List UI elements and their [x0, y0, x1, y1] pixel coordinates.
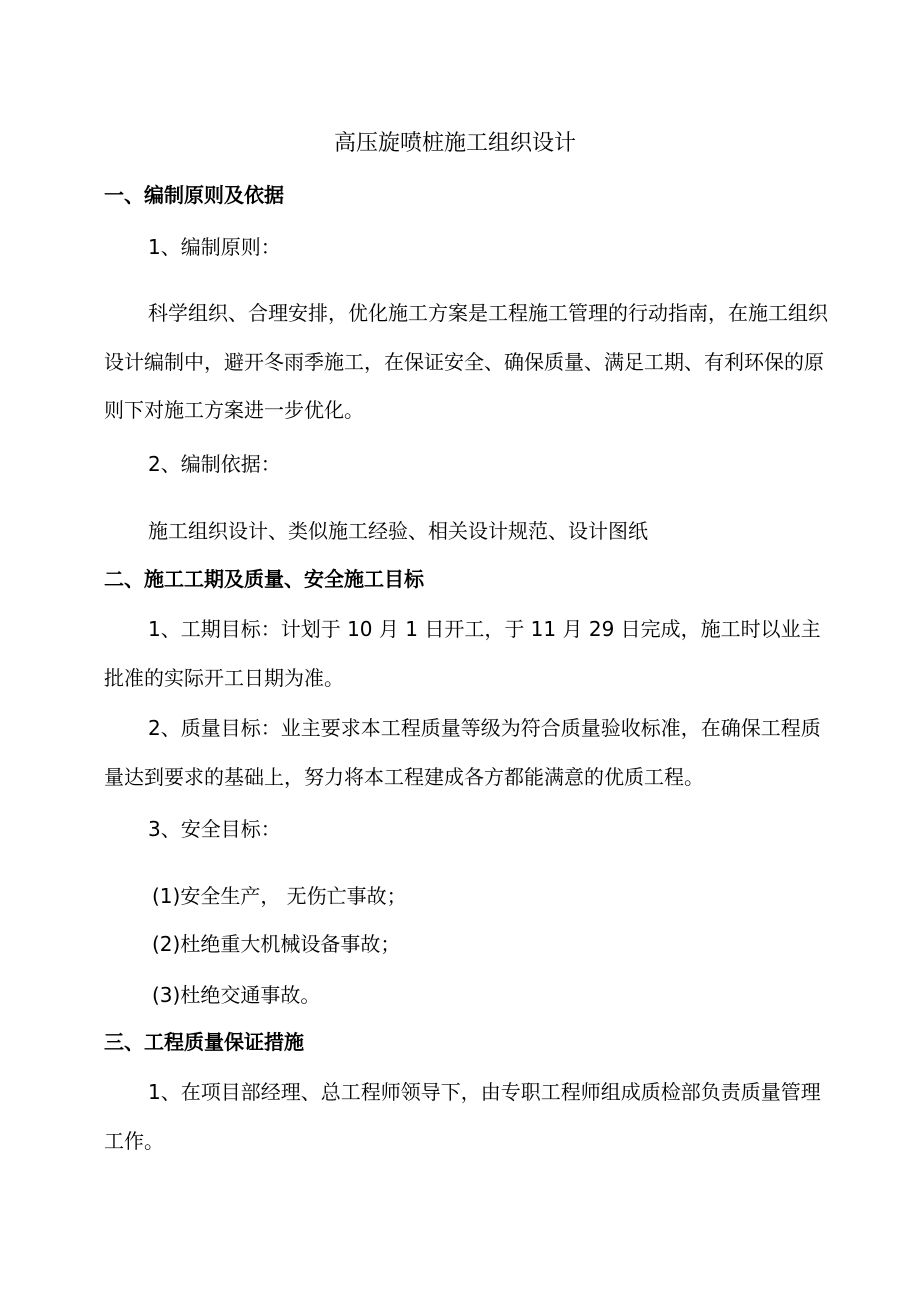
safety-goal-3: (3)杜绝交通事故。: [152, 983, 321, 1007]
section-heading-1: 一、编制原则及依据: [104, 183, 284, 207]
section1-item1-text-line1: 科学组织、合理安排，优化施工方案是工程施工管理的行动指南，在施工组织: [148, 301, 828, 325]
section2-item1-line2: 批准的实际开工日期为准。: [104, 666, 344, 690]
section1-item2-text: 施工组织设计、类似施工经验、相关设计规范、设计图纸: [148, 519, 648, 543]
section1-item1-label: 1、编制原则：: [148, 235, 281, 259]
section3-item1-line1: 1、在项目部经理、总工程师领导下，由专职工程师组成质检部负责质量管理: [148, 1080, 821, 1104]
page-title: 高压旋喷桩施工组织设计: [334, 131, 577, 156]
section2-item3-label: 3、安全目标：: [148, 817, 281, 841]
section2-item2-line1: 2、质量目标：业主要求本工程质量等级为符合质量验收标准，在确保工程质: [148, 716, 821, 740]
section1-item1-text-line2: 设计编制中，避开冬雨季施工，在保证安全、确保质量、满足工期、有利环保的原: [104, 350, 824, 374]
section2-item1-line1: 1、工期目标：计划于 10 月 1 日开工，于 11 月 29 日完成，施工时以业主: [148, 617, 821, 641]
safety-goal-2: (2)杜绝重大机械设备事故；: [152, 932, 401, 956]
section-heading-3: 三、工程质量保证措施: [104, 1030, 304, 1054]
section3-item1-line2: 工作。: [104, 1129, 164, 1153]
section1-item1-text-line3: 则下对施工方案进一步优化。: [104, 398, 364, 422]
section1-item2-label: 2、编制依据：: [148, 452, 281, 476]
safety-goal-1: (1)安全生产， 无伤亡事故；: [152, 884, 407, 908]
section2-item2-line2: 量达到要求的基础上，努力将本工程建成各方都能满意的优质工程。: [104, 765, 704, 789]
section-heading-2: 二、施工工期及质量、安全施工目标: [104, 567, 424, 591]
